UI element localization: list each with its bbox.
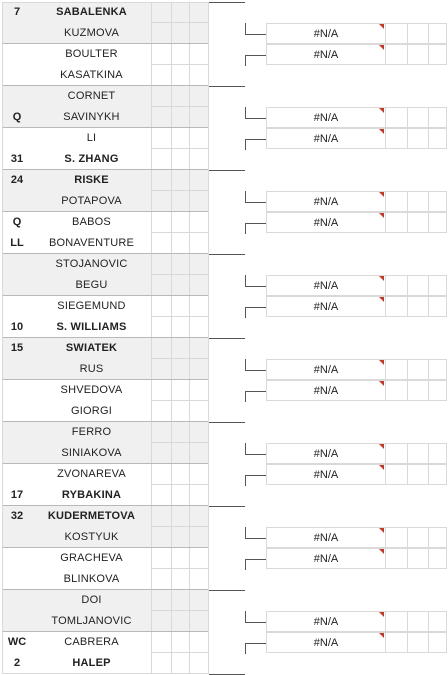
score-cell[interactable] [172, 107, 190, 128]
score-cell[interactable] [172, 422, 190, 443]
result-cell[interactable]: #N/A [266, 632, 385, 653]
score-cell[interactable] [152, 401, 172, 422]
match-divider [2, 673, 209, 674]
bracket-line [245, 223, 246, 235]
player-name-cell[interactable]: FERRO [32, 422, 152, 443]
seed-cell[interactable] [2, 527, 32, 548]
player-name-cell[interactable]: CORNET [32, 86, 152, 107]
score-cell[interactable] [172, 464, 190, 485]
player-name-cell[interactable]: SABALENKA [32, 2, 152, 23]
seed-cell[interactable] [2, 86, 32, 107]
seed-cell[interactable] [2, 422, 32, 443]
player-name-cell[interactable]: S. WILLIAMS [32, 317, 152, 338]
seed-cell[interactable] [2, 548, 32, 569]
player-name-cell[interactable]: SIEGEMUND [32, 296, 152, 317]
bracket-line [245, 454, 266, 455]
score-cell[interactable] [190, 380, 209, 401]
comment-indicator-icon [379, 360, 384, 365]
score-cell[interactable] [172, 233, 190, 254]
result-score-cell[interactable] [407, 548, 428, 569]
bracket-line [209, 506, 245, 507]
comment-indicator-icon [379, 381, 384, 386]
seed-cell[interactable]: Q [2, 212, 32, 233]
bracket-line [209, 170, 245, 171]
seed-cell[interactable]: 31 [2, 149, 32, 170]
score-cell[interactable] [152, 128, 172, 149]
score-cell[interactable] [172, 611, 190, 632]
bracket-line [245, 139, 246, 151]
result-score-cell[interactable] [407, 632, 428, 653]
player-name-cell[interactable]: BEGU [32, 275, 152, 296]
seed-cell[interactable]: 10 [2, 317, 32, 338]
score-cell[interactable] [152, 44, 172, 65]
result-cell[interactable]: #N/A [266, 296, 385, 317]
bracket-line [245, 307, 266, 308]
score-cell[interactable] [152, 422, 172, 443]
score-cell[interactable] [152, 2, 172, 23]
score-cell[interactable] [152, 443, 172, 464]
score-cell[interactable] [152, 527, 172, 548]
bracket-line [245, 286, 266, 287]
result-score-cell[interactable] [428, 296, 447, 317]
score-cell[interactable] [190, 653, 209, 674]
bracket-line [245, 55, 246, 67]
bracket-line [245, 643, 266, 644]
score-cell[interactable] [152, 86, 172, 107]
result-cell[interactable]: #N/A [266, 212, 385, 233]
result-cell[interactable]: #N/A [266, 128, 385, 149]
result-score-cell[interactable] [385, 212, 407, 233]
seed-cell[interactable] [2, 296, 32, 317]
bracket-line [245, 391, 266, 392]
comment-indicator-icon [379, 444, 384, 449]
score-cell[interactable] [190, 527, 209, 548]
seed-cell[interactable] [2, 128, 32, 149]
player-name-cell[interactable]: GIORGI [32, 401, 152, 422]
score-cell[interactable] [172, 296, 190, 317]
seed-cell[interactable] [2, 254, 32, 275]
seed-cell[interactable] [2, 569, 32, 590]
bracket-line [209, 422, 245, 423]
score-cell[interactable] [152, 23, 172, 44]
score-cell[interactable] [152, 590, 172, 611]
score-cell[interactable] [190, 359, 209, 380]
bracket-line [245, 307, 246, 319]
player-name-cell[interactable]: GRACHEVA [32, 548, 152, 569]
seed-cell[interactable] [2, 65, 32, 86]
score-cell[interactable] [172, 170, 190, 191]
comment-indicator-icon [379, 276, 384, 281]
result-score-cell[interactable] [428, 212, 447, 233]
score-cell[interactable] [172, 632, 190, 653]
bracket-line [245, 202, 266, 203]
score-cell[interactable] [172, 44, 190, 65]
seed-cell[interactable]: 24 [2, 170, 32, 191]
result-score-cell[interactable] [385, 23, 407, 44]
player-name-cell[interactable]: STOJANOVIC [32, 254, 152, 275]
score-cell[interactable] [152, 65, 172, 86]
score-cell[interactable] [190, 296, 209, 317]
seed-cell[interactable]: 32 [2, 506, 32, 527]
result-cell[interactable]: #N/A [266, 527, 385, 548]
score-cell[interactable] [152, 191, 172, 212]
seed-cell[interactable] [2, 44, 32, 65]
score-cell[interactable] [152, 653, 172, 674]
player-name-cell[interactable]: ZVONAREVA [32, 464, 152, 485]
result-score-cell[interactable] [407, 443, 428, 464]
player-name-cell[interactable]: KOSTYUK [32, 527, 152, 548]
result-score-cell[interactable] [428, 548, 447, 569]
score-cell[interactable] [190, 485, 209, 506]
comment-indicator-icon [379, 108, 384, 113]
player-name-cell[interactable]: RISKE [32, 170, 152, 191]
score-cell[interactable] [172, 23, 190, 44]
result-cell[interactable]: #N/A [266, 443, 385, 464]
seed-cell[interactable]: LL [2, 233, 32, 254]
player-name-cell[interactable]: BLINKOVA [32, 569, 152, 590]
bracket-line [245, 538, 266, 539]
score-cell[interactable] [172, 254, 190, 275]
score-cell[interactable] [190, 338, 209, 359]
score-cell[interactable] [190, 170, 209, 191]
score-cell[interactable] [152, 233, 172, 254]
result-score-cell[interactable] [407, 611, 428, 632]
comment-indicator-icon [379, 24, 384, 29]
result-score-cell[interactable] [428, 611, 447, 632]
bracket-line [245, 55, 266, 56]
seed-cell[interactable] [2, 464, 32, 485]
bracket-line [245, 223, 266, 224]
result-score-cell[interactable] [428, 527, 447, 548]
score-cell[interactable] [172, 317, 190, 338]
seed-cell[interactable]: 2 [2, 653, 32, 674]
result-score-cell[interactable] [407, 359, 428, 380]
score-cell[interactable] [190, 233, 209, 254]
score-cell[interactable] [190, 23, 209, 44]
bracket-line [245, 559, 246, 571]
score-cell[interactable] [172, 569, 190, 590]
score-cell[interactable] [152, 569, 172, 590]
score-cell[interactable] [152, 296, 172, 317]
score-cell[interactable] [190, 44, 209, 65]
score-cell[interactable] [190, 443, 209, 464]
bracket-line [209, 338, 245, 339]
player-name-cell[interactable]: KASATKINA [32, 65, 152, 86]
score-cell[interactable] [152, 254, 172, 275]
player-name-cell[interactable]: SWIATEK [32, 338, 152, 359]
comment-indicator-icon [379, 465, 384, 470]
result-cell[interactable]: #N/A [266, 611, 385, 632]
result-cell[interactable]: #N/A [266, 464, 385, 485]
comment-indicator-icon [379, 213, 384, 218]
result-score-cell[interactable] [385, 359, 407, 380]
seed-cell[interactable] [2, 359, 32, 380]
player-name-cell[interactable]: S. ZHANG [32, 149, 152, 170]
score-cell[interactable] [152, 485, 172, 506]
score-cell[interactable] [190, 86, 209, 107]
result-score-cell[interactable] [407, 44, 428, 65]
score-cell[interactable] [172, 359, 190, 380]
comment-indicator-icon [379, 129, 384, 134]
seed-cell[interactable]: Q [2, 107, 32, 128]
bracket-line [209, 590, 245, 591]
result-score-cell[interactable] [407, 23, 428, 44]
player-name-cell[interactable]: BOULTER [32, 44, 152, 65]
result-cell[interactable]: #N/A [266, 191, 385, 212]
seed-cell[interactable]: 17 [2, 485, 32, 506]
score-cell[interactable] [190, 401, 209, 422]
bracket-line [245, 139, 266, 140]
result-cell[interactable]: #N/A [266, 548, 385, 569]
score-cell[interactable] [172, 338, 190, 359]
result-score-cell[interactable] [407, 296, 428, 317]
result-cell[interactable]: #N/A [266, 23, 385, 44]
score-cell[interactable] [152, 548, 172, 569]
bracket-line [209, 2, 245, 3]
result-score-cell[interactable] [385, 464, 407, 485]
result-score-cell[interactable] [428, 107, 447, 128]
bracket-line [245, 370, 266, 371]
result-score-cell[interactable] [428, 275, 447, 296]
player-name-cell[interactable]: TOMLJANOVIC [32, 611, 152, 632]
bracket-line [245, 34, 266, 35]
player-name-cell[interactable]: KUZMOVA [32, 23, 152, 44]
result-score-cell[interactable] [428, 380, 447, 401]
score-cell[interactable] [190, 128, 209, 149]
result-score-cell[interactable] [385, 296, 407, 317]
result-cell[interactable]: #N/A [266, 359, 385, 380]
player-name-cell[interactable]: DOI [32, 590, 152, 611]
seed-cell[interactable]: 7 [2, 2, 32, 23]
score-cell[interactable] [152, 611, 172, 632]
result-score-cell[interactable] [385, 275, 407, 296]
player-name-cell[interactable]: HALEP [32, 653, 152, 674]
score-cell[interactable] [152, 380, 172, 401]
result-score-cell[interactable] [385, 443, 407, 464]
result-score-cell[interactable] [428, 128, 447, 149]
result-score-cell[interactable] [385, 128, 407, 149]
player-name-cell[interactable]: RUS [32, 359, 152, 380]
result-score-cell[interactable] [428, 191, 447, 212]
result-score-cell[interactable] [385, 611, 407, 632]
seed-cell[interactable] [2, 590, 32, 611]
result-score-cell[interactable] [407, 191, 428, 212]
score-cell[interactable] [190, 107, 209, 128]
bracket-line [209, 254, 245, 255]
bracket-line [245, 118, 266, 119]
bracket-line [245, 622, 266, 623]
score-cell[interactable] [172, 86, 190, 107]
score-cell[interactable] [172, 380, 190, 401]
result-score-cell[interactable] [407, 107, 428, 128]
seed-cell[interactable]: WC [2, 632, 32, 653]
score-cell[interactable] [190, 422, 209, 443]
score-cell[interactable] [152, 338, 172, 359]
result-score-cell[interactable] [428, 443, 447, 464]
score-cell[interactable] [172, 485, 190, 506]
result-cell[interactable]: #N/A [266, 380, 385, 401]
comment-indicator-icon [379, 297, 384, 302]
player-name-cell[interactable]: SINIAKOVA [32, 443, 152, 464]
result-score-cell[interactable] [407, 464, 428, 485]
score-cell[interactable] [172, 65, 190, 86]
player-name-cell[interactable]: CABRERA [32, 632, 152, 653]
score-cell[interactable] [190, 191, 209, 212]
result-score-cell[interactable] [407, 275, 428, 296]
score-cell[interactable] [190, 149, 209, 170]
comment-indicator-icon [379, 192, 384, 197]
seed-cell[interactable] [2, 23, 32, 44]
bracket-line [245, 391, 246, 403]
result-score-cell[interactable] [428, 23, 447, 44]
score-cell[interactable] [190, 317, 209, 338]
result-score-cell[interactable] [407, 527, 428, 548]
comment-indicator-icon [379, 549, 384, 554]
player-name-cell[interactable]: SHVEDOVA [32, 380, 152, 401]
score-cell[interactable] [152, 464, 172, 485]
score-cell[interactable] [172, 653, 190, 674]
score-cell[interactable] [172, 506, 190, 527]
score-cell[interactable] [172, 548, 190, 569]
player-name-cell[interactable]: SAVINYKH [32, 107, 152, 128]
result-score-cell[interactable] [385, 632, 407, 653]
result-score-cell[interactable] [428, 632, 447, 653]
result-score-cell[interactable] [428, 359, 447, 380]
result-score-cell[interactable] [385, 191, 407, 212]
score-cell[interactable] [190, 275, 209, 296]
result-score-cell[interactable] [385, 107, 407, 128]
score-cell[interactable] [172, 275, 190, 296]
score-cell[interactable] [152, 275, 172, 296]
bracket-line [209, 86, 245, 87]
seed-cell[interactable] [2, 380, 32, 401]
result-score-cell[interactable] [385, 44, 407, 65]
score-cell[interactable] [172, 212, 190, 233]
score-cell[interactable] [190, 611, 209, 632]
score-cell[interactable] [152, 107, 172, 128]
score-cell[interactable] [172, 128, 190, 149]
score-cell[interactable] [172, 2, 190, 23]
result-cell[interactable]: #N/A [266, 44, 385, 65]
result-score-cell[interactable] [428, 44, 447, 65]
result-score-cell[interactable] [385, 548, 407, 569]
score-cell[interactable] [190, 254, 209, 275]
result-score-cell[interactable] [385, 380, 407, 401]
score-cell[interactable] [190, 65, 209, 86]
score-cell[interactable] [152, 359, 172, 380]
score-cell[interactable] [190, 212, 209, 233]
score-cell[interactable] [172, 401, 190, 422]
bracket-line [245, 475, 266, 476]
score-cell[interactable] [152, 506, 172, 527]
player-name-cell[interactable]: LI [32, 128, 152, 149]
comment-indicator-icon [379, 45, 384, 50]
player-name-cell[interactable]: RYBAKINA [32, 485, 152, 506]
result-cell[interactable]: #N/A [266, 107, 385, 128]
seed-cell[interactable] [2, 443, 32, 464]
comment-indicator-icon [379, 612, 384, 617]
score-cell[interactable] [152, 632, 172, 653]
comment-indicator-icon [379, 633, 384, 638]
score-cell[interactable] [172, 590, 190, 611]
seed-cell[interactable] [2, 191, 32, 212]
result-cell[interactable]: #N/A [266, 275, 385, 296]
seed-cell[interactable]: 15 [2, 338, 32, 359]
score-cell[interactable] [152, 212, 172, 233]
score-cell[interactable] [152, 149, 172, 170]
result-score-cell[interactable] [407, 128, 428, 149]
score-cell[interactable] [172, 149, 190, 170]
score-cell[interactable] [190, 632, 209, 653]
score-cell[interactable] [190, 548, 209, 569]
comment-indicator-icon [379, 528, 384, 533]
seed-cell[interactable] [2, 611, 32, 632]
result-score-cell[interactable] [407, 212, 428, 233]
seed-cell[interactable] [2, 401, 32, 422]
result-score-cell[interactable] [407, 380, 428, 401]
player-name-cell[interactable]: POTAPOVA [32, 191, 152, 212]
score-cell[interactable] [172, 191, 190, 212]
result-score-cell[interactable] [428, 464, 447, 485]
score-cell[interactable] [190, 464, 209, 485]
bracket-line [245, 643, 246, 655]
score-cell[interactable] [152, 317, 172, 338]
score-cell[interactable] [172, 443, 190, 464]
score-cell[interactable] [190, 506, 209, 527]
bracket-line [245, 559, 266, 560]
score-cell[interactable] [190, 2, 209, 23]
bracket-line [245, 475, 246, 487]
score-cell[interactable] [190, 590, 209, 611]
result-score-cell[interactable] [385, 527, 407, 548]
score-cell[interactable] [190, 569, 209, 590]
score-cell[interactable] [152, 170, 172, 191]
player-name-cell[interactable]: KUDERMETOVA [32, 506, 152, 527]
score-cell[interactable] [172, 527, 190, 548]
player-name-cell[interactable]: BABOS [32, 212, 152, 233]
player-name-cell[interactable]: BONAVENTURE [32, 233, 152, 254]
seed-cell[interactable] [2, 275, 32, 296]
